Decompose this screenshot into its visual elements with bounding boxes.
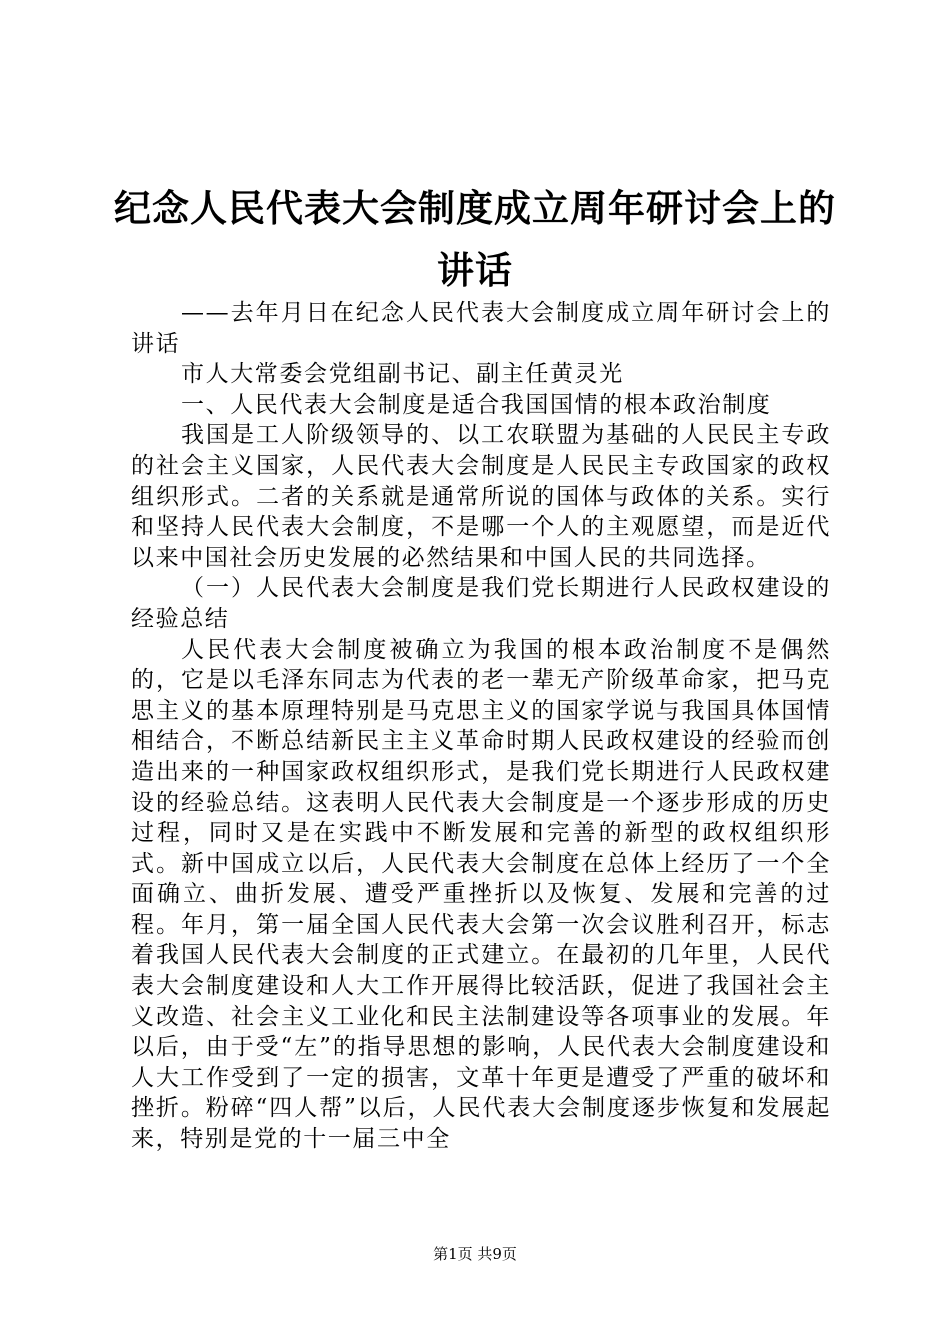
subsection-heading: （一）人民代表大会制度是我们党长期进行人民政权建设的经验总结 <box>131 575 831 632</box>
page-number-footer: 第1页 共9页 <box>433 1245 517 1263</box>
subtitle-paragraph: ——去年月日在纪念人民代表大会制度成立周年研讨会上的讲话 <box>131 300 831 357</box>
section-heading: 一、人民代表大会制度是适合我国国情的根本政治制度 <box>181 391 772 418</box>
body-paragraph: 我国是工人阶级领导的、以工农联盟为基础的人民民主专政的社会主义国家，人民代表大会制度是人民民主专政国家的政权组织形式。二者的关系就是通常所说的国体与政体的关系。实行和坚持人民代表大会制度，不是哪一个人的主观愿望，而是近代以来中国社会历史发展的必然结果和中国人民的共同选择。 <box>131 422 831 571</box>
body-paragraph: 人民代表大会制度被确立为我国的根本政治制度不是偶然的，它是以毛泽东同志为代表的老一辈无产阶级革命家，把马克思主义的基本原理特别是马克思主义的国家学说与我国具体国情相结合，不断总结新民主主义革命时期人民政权建设的经验而创造出来的一种国家政权组织形式，是我们党长期进行人民政权建设的经验总结。这表明人民代表大会制度是一个逐步形成的历史过程，同时又是在实践中不断发展和完善的新型的政权组织形式。新中国成立以后，人民代表大会制度在总体上经历了一个全面确立、曲折发展、遭受严重挫折以及恢复、发展和完善的过程。年月，第一届全国人民代表大会第一次会议胜利召开，标志着我国人民代表大会制度的正式建立。在最初的几年里，人民代表大会制度建设和人大工作开展得比较活跃，促进了我国社会主义改造、社会主义工业化和民主法制建设等各项事业的发展。年以后，由于受“左”的指导思想的影响，人民代表大会制度建设和人大工作受到了一定的损害，文革十年更是遭受了严重的破坏和挫折。粉碎“四人帮”以后，人民代表大会制度逐步恢复和发展起来，特别是党的十一届三中全 <box>131 636 831 1153</box>
document-title: 纪念人民代表大会制度成立周年研讨会上的讲话 <box>114 187 836 292</box>
speaker-line: 市人大常委会党组副书记、副主任黄灵光 <box>181 361 624 388</box>
document-body <box>131 298 831 1155</box>
